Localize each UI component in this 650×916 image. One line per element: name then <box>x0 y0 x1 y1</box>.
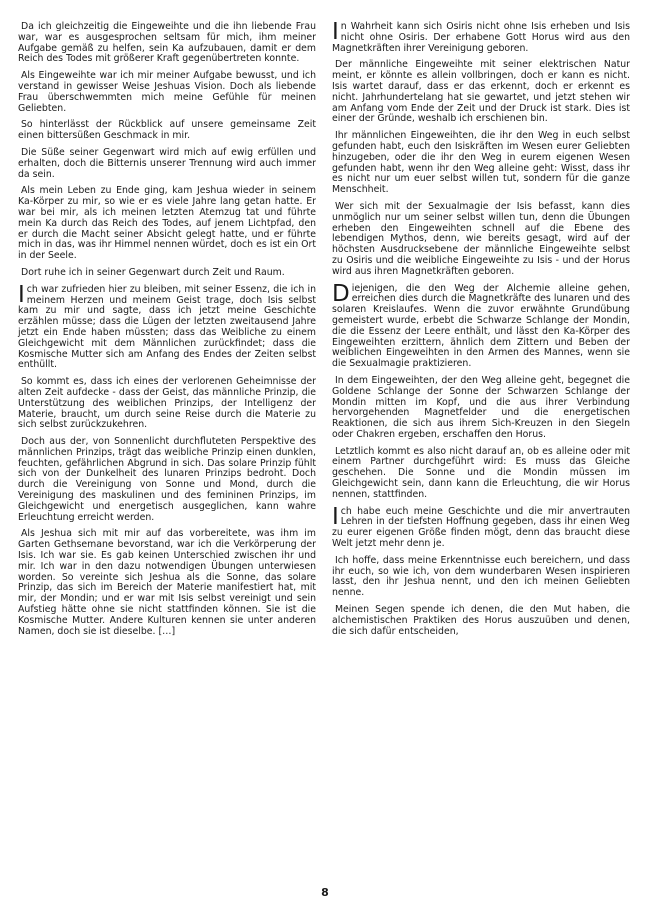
paragraph: Die Süße seiner Gegenwart wird mich auf ewig erfüllen und erhalten, doch die Bitternis unserer Trennung wird auch immer da sein. <box>18 146 316 180</box>
left-column <box>18 22 316 643</box>
paragraph: Dort ruhe ich in seiner Gegenwart durch Zeit und Raum. <box>21 266 285 278</box>
paragraph: Der männliche Eingeweihte mit seiner elektrischen Natur meint, er könnte es allein vollbringen, doch er kann es nicht. Isis wartet darauf, dass er das erkennt, doch er erkennt es nicht. Jahrhundertelang hat sie gewartet, und jetzt stehen wir am Anfang vom Ende der Zeit und der Druck ist stark. Dies ist einer der Gründe, weshalb ich erschienen bin. <box>332 59 630 125</box>
paragraph: Als mein Leben zu Ende ging, kam Jeshua wieder in seinem Ka-Körper zu mir, so wie er es viele Jahre lang getan hatte. Er war bei mir, als ich meinen letzten Atemzug tat und führte mein Ka durch das Reich des Todes, auf jenem Lichtpfad, den er durch die Macht seiner Absicht gelegt hatte, und er führte mich in das, was ihr Himmel nennen würdet, doch es ist ein Ort in der Seele. <box>18 185 316 262</box>
paragraph: So hinterlässt der Rückblick auf unsere gemeinsame Zeit einen bittersüßen Geschmack in mir. <box>18 119 316 142</box>
paragraph-dropcap: Ich habe euch meine Geschichte und die mir anvertrauten Lehren in der tiefsten Hoffnung gegeben, dass ihr einen Weg zu eurer eigenen Größe finden mögt, denn das braucht diese Welt jetzt mehr denn je. <box>332 503 630 550</box>
right-column <box>332 19 630 643</box>
paragraph-dropcap: Ich war zufrieden hier zu bleiben, mit seiner Essenz, die ich in meinem Herzen und meinem Geist trage, doch Isis selbst kam zu mir und sagte, dass ich jetzt meine Geschichte erzählen müsse; dass die Lügen der letzten zweitausend Jahre jetzt ein Ende haben müssten; dass das Weibliche zu einem Gleichgewicht mit dem Männlichen zurückfindet; dass die Kosmische Mutter sich am Anfang des Endes der Zeiten selbst enthüllt. <box>18 281 316 371</box>
drop-cap-letter: D <box>332 280 350 307</box>
page-number: 8 <box>321 886 329 899</box>
paragraph-dropcap: In Wahrheit kann sich Osiris nicht ohne Isis erheben und Isis nicht ohne Osiris. Der erhabene Gott Horus wird aus den Magnetkräften ihrer Vereinigung geboren. <box>332 19 630 54</box>
page-body <box>18 19 630 643</box>
paragraph: Da ich gleichzeitig die Eingeweihte und die ihn liebende Frau war, war es ausgesprochen seltsam für mich, ihm meiner Aufgabe gemäß zu helfen, sein Ka aufzubauen, damit er dem Reich des Todes mit größerer Kraft gegenübertreten konnte. <box>18 21 316 65</box>
drop-cap-letter: I <box>18 281 25 308</box>
paragraph: So kommt es, dass ich eines der verlorenen Geheimnisse der alten Zeit aufdecke - dass der Geist, das männliche Prinzip, die Unterstützung des weiblichen Prinzips, der Intelligenz der Materie, braucht, um durch seine Reise durch die Materie zu sich selbst zurückzukehren. <box>18 376 316 431</box>
drop-cap-letter: I <box>332 503 339 530</box>
paragraph-dropcap: Diejenigen, die den Weg der Alchemie alleine gehen, erreichen dies durch die Magnetkräfte des lunaren und des solaren Kreislaufes. Wenn die zuvor erwähnte Grundübung gemeistert wurde, erbebt die Schwarze Schlange der Mondin, die die Essenz der Leere enthält, und lässt den Ka-Körper des Eingeweihten erzittern, ähnlich dem Zittern und Beben der weiblichen Eingeweihten in den Armen des Mannes, wenn sie die Sexualmagie praktizieren. <box>332 280 630 370</box>
paragraph: In dem Eingeweihten, der den Weg alleine geht, begegnet die Goldene Schlange der Sonne der Schwarzen Schlange der Mondin mitten im Kopf, und die aus ihrer Verbindung hervorgehenden Magnetfelder und die energetischen Reaktionen, die sich aus ihrem Sich-Kreuzen in den Siegeln oder Chakren ergeben, erschaffen den Horus. <box>332 374 630 440</box>
paragraph: Als Jeshua sich mit mir auf das vorbereitete, was ihm im Garten Gethsemane bevorstand, war ich die Verkörperung der Isis. Ich war sie. Es gab keinen Unterschied zwischen ihr und mir. Ich war in den dazu notwendigen Übungen unterwiesen worden. So vereinte sich Jeshua als die Sonne, das solare Prinzip, das sich im Bereich der Materie manifestiert hat, mit mir, der Mondin; und er war mit Isis selbst vereinigt und sein Aufstieg hätte ohne sie nicht stattfinden können. Sie ist die Kosmische Mutter. Andere Kulturen kennen sie unter anderen Namen, doch sie ist dieselbe. […] <box>18 528 316 637</box>
drop-cap-letter: I <box>332 19 339 45</box>
paragraph: Als Eingeweihte war ich mir meiner Aufgabe bewusst, und ich verstand in gewisser Weise Jeshuas Vision. Doch als liebende Frau überschwemmten mich meine Gefühle für meinen Geliebten. <box>18 70 316 114</box>
paragraph: Letztlich kommt es also nicht darauf an, ob es alleine oder mit einem Partner durchgeführt wird: Es muss das Gleiche geschehen. Die Sonne und die Mondin müssen im Gleichgewicht sein, dann kann die Erleuchtung, die wir Horus nennen, stattfinden. <box>332 445 630 500</box>
paragraph: Ich hoffe, dass meine Erkenntnisse euch bereichern, und dass ihr euch, so wie ich, von dem wunderbaren Wesen inspirieren lasst, den ihr Jeshua nennt, und den ich meinen Geliebten nenne. <box>332 554 630 599</box>
paragraph: Doch aus der, von Sonnenlicht durchfluteten Perspektive des männlichen Prinzips, trägt das weibliche Prinzip einen dunklen, feuchten, gefährlichen Abgrund in sich. Das solare Prinzip fühlt sich von der Dunkelheit des lunaren Prinzips bedroht. Doch durch die Vereinigung von Sonne und Mond, durch die Vereinigung des maskulinen und des femininen Prinzips, im Gleichgewicht und energetisch ausgeglichen, kann wahre Erleuchtung erreicht werden. <box>18 436 316 523</box>
paragraph: Wer sich mit der Sexualmagie der Isis befasst, kann dies unmöglich nur um seiner selbst willen tun, denn die Übungen erheben den Eingeweihten schnell auf die Ebene des lebendigen Mythos, denn, wie bereits gesagt, wird auf der höchsten Ausdrucksebene der männliche Eingeweihte selbst zu Osiris und die weibliche Eingeweihte zu Isis - und der Horus wird aus ihren Magnetkräften geboren. <box>332 200 630 277</box>
paragraph: Meinen Segen spende ich denen, die den Mut haben, die alchemistischen Praktiken des Horus auszuüben und denen, die sich dafür entscheiden, <box>332 604 630 637</box>
paragraph: Ihr männlichen Eingeweihten, die ihr den Weg in euch selbst gefunden habt, euch den Isiskräften im Wesen eurer Geliebten hinzugeben, oder die ihr den Weg in eurem eigenen Wesen gefunden habt, wenn ihr den Weg alleine geht: Wisst, dass ihr es nicht nur um euer selbst willen tut, sondern für die ganze Menschheit. <box>332 130 630 196</box>
